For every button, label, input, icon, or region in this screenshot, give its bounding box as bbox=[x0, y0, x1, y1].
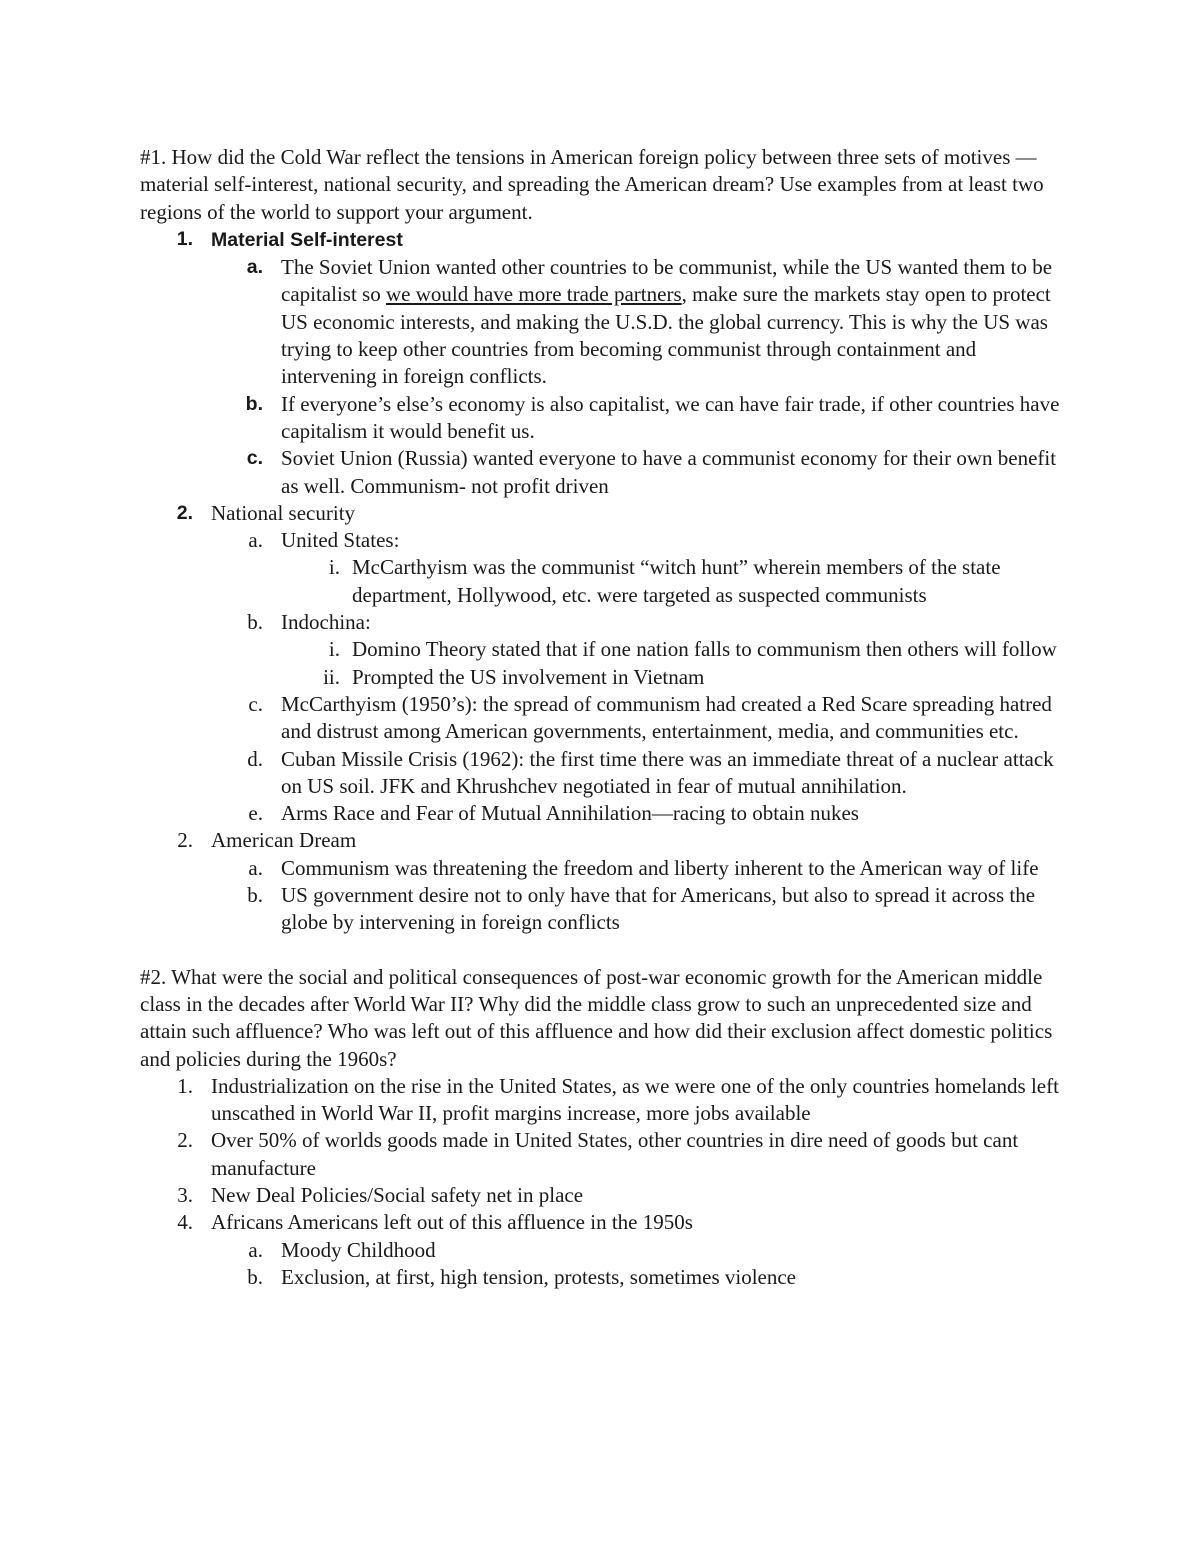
item-text: If everyone’s else’s economy is also capitalist, we can have fair trade, if other countries have capitalism it would benefit us. bbox=[281, 391, 1060, 443]
item-text: Prompted the US involvement in Vietnam bbox=[352, 664, 705, 689]
q1-s2-item-b bbox=[140, 609, 1070, 636]
item-text: Exclusion, at first, high tension, protests, sometimes violence bbox=[281, 1264, 797, 1289]
list-marker: b. bbox=[247, 610, 263, 635]
list-marker: 1. bbox=[177, 1073, 193, 1098]
q1-section-3 bbox=[140, 827, 1070, 854]
list-marker: 2. bbox=[177, 1128, 193, 1153]
list-marker: d. bbox=[247, 746, 263, 771]
section-title: American Dream bbox=[211, 828, 357, 853]
list-marker: a. bbox=[246, 256, 263, 279]
q2-item-2 bbox=[140, 1127, 1070, 1182]
q1-s1-item-b bbox=[140, 391, 1070, 446]
list-marker: 2. bbox=[177, 828, 193, 853]
item-text: Africans Americans left out of this affluence in the 1950s bbox=[211, 1210, 693, 1235]
document-page bbox=[140, 144, 1070, 1291]
list-marker: a. bbox=[248, 855, 263, 880]
item-text: Over 50% of worlds goods made in United States, other countries in dire need of goods but cant manufacture bbox=[211, 1128, 1019, 1180]
list-marker: ii. bbox=[323, 664, 340, 689]
list-marker: i. bbox=[328, 555, 340, 580]
item-text: McCarthyism (1950’s): the spread of communism had created a Red Scare spreading hatred and distrust among American governments, entertainment, media, and communities etc. bbox=[281, 691, 1052, 744]
question-1-prompt: #1. How did the Cold War reflect the tensions in American foreign policy between three sets of motives — material self-interest, national security, and spreading the American dream? Use examples from at least two regions of the world to support your argument. bbox=[140, 145, 1044, 224]
item-text: Moody Childhood bbox=[281, 1237, 436, 1262]
q1-s2-item-d bbox=[140, 746, 1070, 801]
list-marker: c. bbox=[248, 691, 263, 716]
item-text: Cuban Missile Crisis (1962): the first time there was an immediate threat of a nuclear attack on US soil. JFK and Khrushchev negotiated in fear of mutual annihilation. bbox=[281, 746, 1054, 798]
item-text: Arms Race and Fear of Mutual Annihilation—racing to obtain nukes bbox=[281, 801, 859, 826]
section-title: Material Self-interest bbox=[211, 228, 403, 251]
item-text-start: The Soviet Union wanted other countries to be communist, while the US wanted them to be capitalist so bbox=[281, 255, 1053, 307]
list-marker: 2. bbox=[176, 501, 193, 524]
item-text: Domino Theory stated that if one nation falls to communism then others will follow bbox=[352, 637, 1057, 662]
q1-s3-item-b bbox=[140, 882, 1070, 937]
q2-item-4-a bbox=[140, 1237, 1070, 1264]
item-text: Industrialization on the rise in the United States, as we were one of the only countries homelands left unscathed in World War II, profit margins increase, more jobs available bbox=[211, 1073, 1059, 1126]
q1-s2-item-c bbox=[140, 691, 1070, 746]
list-marker: a. bbox=[248, 1237, 263, 1262]
item-text: US government desire not to only have that for Americans, but also to spread it across the globe by intervening in foreign conflicts bbox=[281, 883, 1036, 935]
q2-item-4-b bbox=[140, 1264, 1070, 1291]
list-marker: i. bbox=[328, 637, 340, 662]
q1-s3-item-a bbox=[140, 855, 1070, 882]
list-marker: c. bbox=[246, 447, 263, 470]
q2-item-4 bbox=[140, 1209, 1070, 1236]
list-marker: a. bbox=[248, 528, 263, 553]
underlined-phrase: we would have more trade partners bbox=[385, 282, 682, 307]
item-text: United States: bbox=[281, 528, 400, 553]
q2-item-3 bbox=[140, 1182, 1070, 1209]
q1-s2-b-item-ii bbox=[140, 664, 1070, 691]
item-text-end: , make sure the markets stay open to protect US economic interests, and making the U.S.D. the global currency. This is why the US was trying to keep other countries from becoming communist through containment and intervening in foreign conflicts. bbox=[281, 282, 1051, 389]
list-marker: b. bbox=[247, 1264, 263, 1289]
q1-s2-a-item-i bbox=[140, 554, 1070, 609]
q1-s2-b-item-i bbox=[140, 636, 1070, 663]
q1-section-2 bbox=[140, 500, 1070, 527]
item-text: Indochina: bbox=[281, 610, 371, 635]
q1-s1-item-c bbox=[140, 445, 1070, 500]
item-text: McCarthyism was the communist “witch hunt” wherein members of the state department, Hollywood, etc. were targeted as suspected communists bbox=[352, 555, 1001, 607]
item-text: Communism was threatening the freedom and liberty inherent to the American way of life bbox=[281, 855, 1039, 880]
list-marker: e. bbox=[248, 801, 263, 826]
q1-s1-item-a bbox=[140, 254, 1070, 390]
list-marker: 1. bbox=[176, 227, 193, 250]
q1-s2-item-a bbox=[140, 527, 1070, 554]
list-marker: 4. bbox=[177, 1210, 193, 1235]
item-text: Soviet Union (Russia) wanted everyone to have a communist economy for their own benefit as well. Communism- not profit driven bbox=[281, 446, 1057, 498]
q1-section-1 bbox=[140, 226, 1070, 254]
question-2-prompt: #2. What were the social and political consequences of post-war economic growth for the American middle class in the decades after World War II? Why did the middle class grow to such an unprecedented size and attain such affluence? Who was left out of this affluence and how did their exclusion affect domestic politics and policies during the 1960s? bbox=[140, 964, 1053, 1071]
list-marker: b. bbox=[245, 392, 263, 415]
item-text: New Deal Policies/Social safety net in place bbox=[211, 1182, 584, 1207]
q2-item-1 bbox=[140, 1073, 1070, 1128]
list-marker: b. bbox=[247, 883, 263, 908]
q1-s2-item-e bbox=[140, 800, 1070, 827]
list-marker: 3. bbox=[177, 1182, 193, 1207]
section-title: National security bbox=[211, 500, 356, 525]
